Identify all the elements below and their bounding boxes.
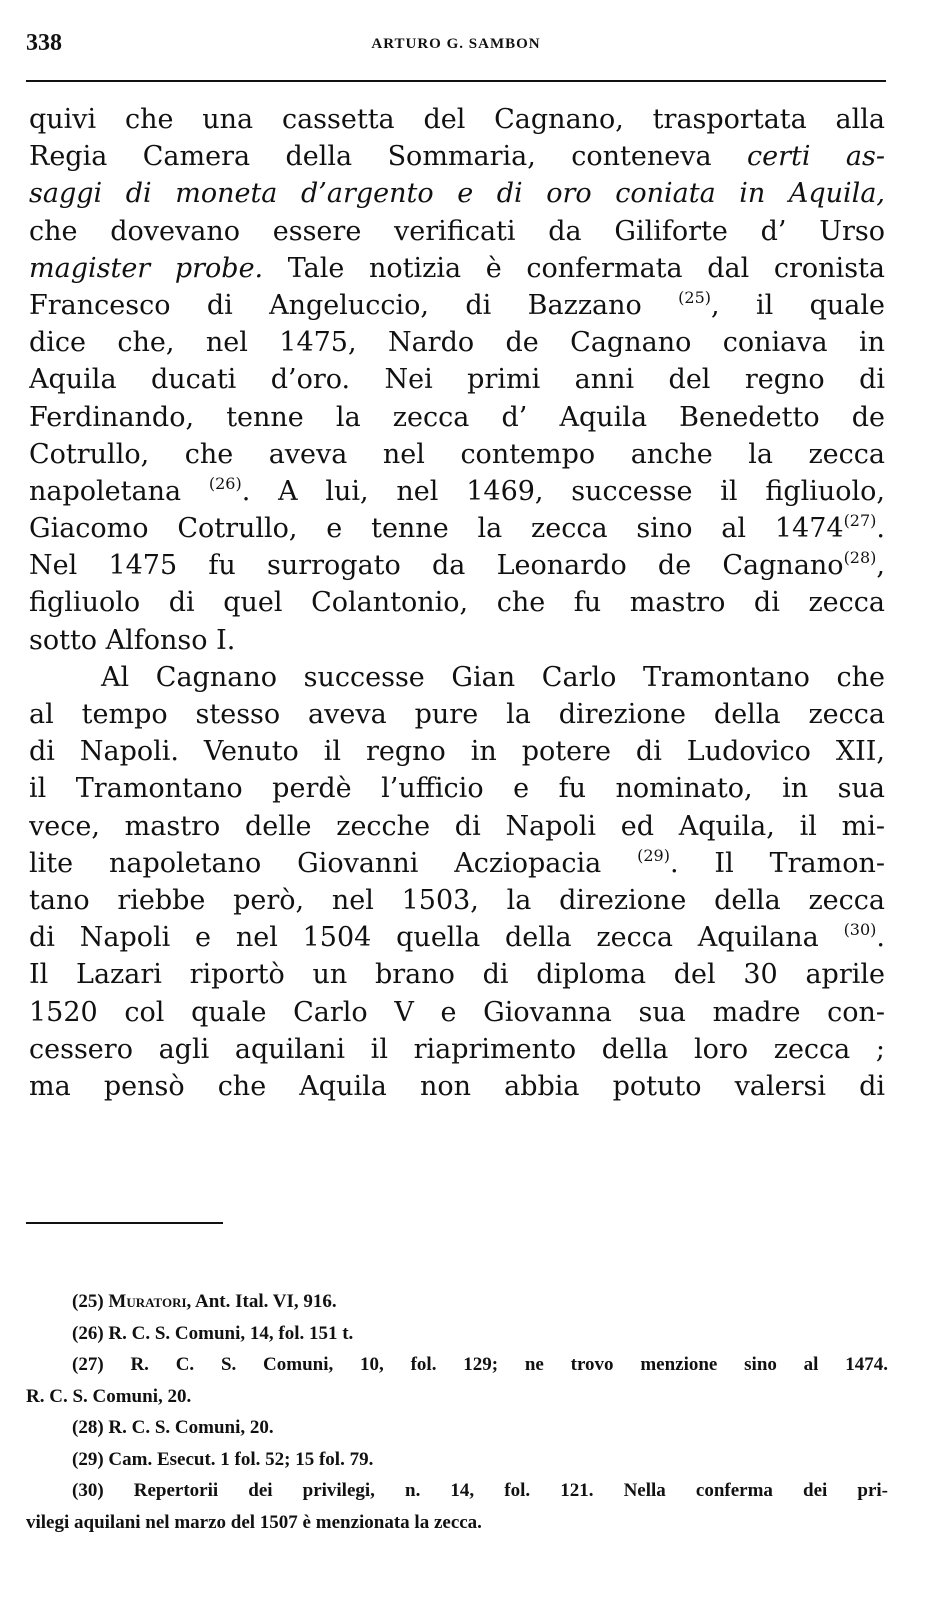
main-text: [29, 101, 885, 1105]
footnotes: [26, 1286, 888, 1538]
text-line: Francesco di Angeluccio, di Bazzano $^{(25)}$, il quale: [29, 287, 885, 321]
text-line: che dovevano essere verificati da Giliforte d’ Urso: [29, 215, 885, 247]
header-rule: [26, 80, 886, 82]
footnote-25: (25) Muratori, Ant. Ital. VI, 916.: [72, 1291, 337, 1312]
text-line: Aquila ducati d’oro. Nei primi anni del regno di: [29, 364, 885, 396]
text-line: Ferdinando, tenne la zecca d’ Aquila Benedetto de: [29, 401, 885, 433]
text-line: ma pensò che Aquila non abbia potuto valersi di: [29, 1070, 885, 1102]
text-line: di Napoli e nel 1504 quella della zecca Aquilana $^{(30)}$.: [29, 920, 885, 954]
text-line: dice che, nel 1475, Nardo de Cagnano coniava in: [29, 327, 885, 359]
text-line: vece, mastro delle zecche di Napoli ed Aquila, il mi-: [29, 810, 885, 842]
footnote-ref: (30): [843, 920, 877, 940]
footnote-26: (26) R. C. S. Comuni, 14, fol. 151 t.: [72, 1322, 354, 1344]
text-line: 1520 col quale Carlo V e Giovanna sua madre con-: [29, 996, 885, 1028]
text-line: saggi di moneta d’argento e di oro coniata in Aquila,: [29, 178, 885, 210]
text-line: di Napoli. Venuto il regno in potere di Ludovico XII,: [29, 736, 885, 768]
text-line: il Tramontano perdè l’ufficio e fu nominato, in sua: [29, 773, 885, 805]
footnote-ref: (27): [843, 511, 877, 531]
text-line: tano riebbe però, nel 1503, la direzione della zecca: [29, 884, 885, 916]
text-line: Al Cagnano successe Gian Carlo Tramontano che: [101, 661, 885, 693]
page-header: [26, 30, 886, 60]
text-line: Cotrullo, che aveva nel contempo anche la zecca: [29, 438, 885, 470]
footnote-28: (28) R. C. S. Comuni, 20.: [72, 1417, 274, 1438]
text-line: Nel 1475 fu surrogato da Leonardo de Cagnano$^{(28)}$,: [29, 548, 885, 582]
running-head: ARTURO G. SAMBON: [371, 36, 541, 52]
text-line: magister probe. Tale notizia è confermata dal cronista: [29, 252, 885, 284]
text-line: figliuolo di quel Colantonio, che fu mastro di zecca: [29, 587, 885, 619]
text-line: Il Lazari riportò un brano di diploma del 30 aprile: [29, 959, 885, 991]
footnote-ref: (29): [637, 845, 670, 865]
text-line: Giacomo Cotrullo, e tenne la zecca sino al 1474$^{(27)}$.: [29, 511, 885, 545]
footnote-ref: (26): [208, 473, 242, 493]
footnote-ref: (28): [843, 548, 877, 568]
text-line: cessero agli aquilani il riaprimento della loro zecca ;: [29, 1033, 885, 1065]
footnote-27: (27) R. C. S. Comuni, 10, fol. 129; ne trovo menzione sino al 1474.: [72, 1354, 888, 1375]
footnote-29: (29) Cam. Esecut. 1 fol. 52; 15 fol. 79.: [72, 1448, 374, 1470]
text-line: Regia Camera della Sommaria, conteneva certi as-: [29, 141, 885, 173]
text-line: lite napoletano Giovanni Acziopacia $^{(29)}$. Il Tramon-: [29, 845, 885, 879]
page-number: 338: [26, 30, 62, 56]
footnote-27-continued: R. C. S. Comuni, 20.: [26, 1385, 192, 1407]
footnote-ref: (25): [678, 287, 712, 307]
footnote-30-continued: vilegi aquilani nel marzo del 1507 è menzionata la zecca.: [26, 1511, 482, 1533]
text-line: quivi che una cassetta del Cagnano, trasportata alla: [29, 104, 885, 135]
text-line: sotto Alfonso I.: [29, 624, 236, 656]
text-line: napoletana $^{(26)}$. A lui, nel 1469, successe il figliuolo,: [29, 473, 885, 507]
footnote-rule: [26, 1222, 223, 1224]
footnote-30: (30) Repertorii dei privilegi, n. 14, fol. 121. Nella conferma dei pri-: [72, 1480, 888, 1501]
text-line: al tempo stesso aveva pure la direzione della zecca: [29, 699, 885, 730]
